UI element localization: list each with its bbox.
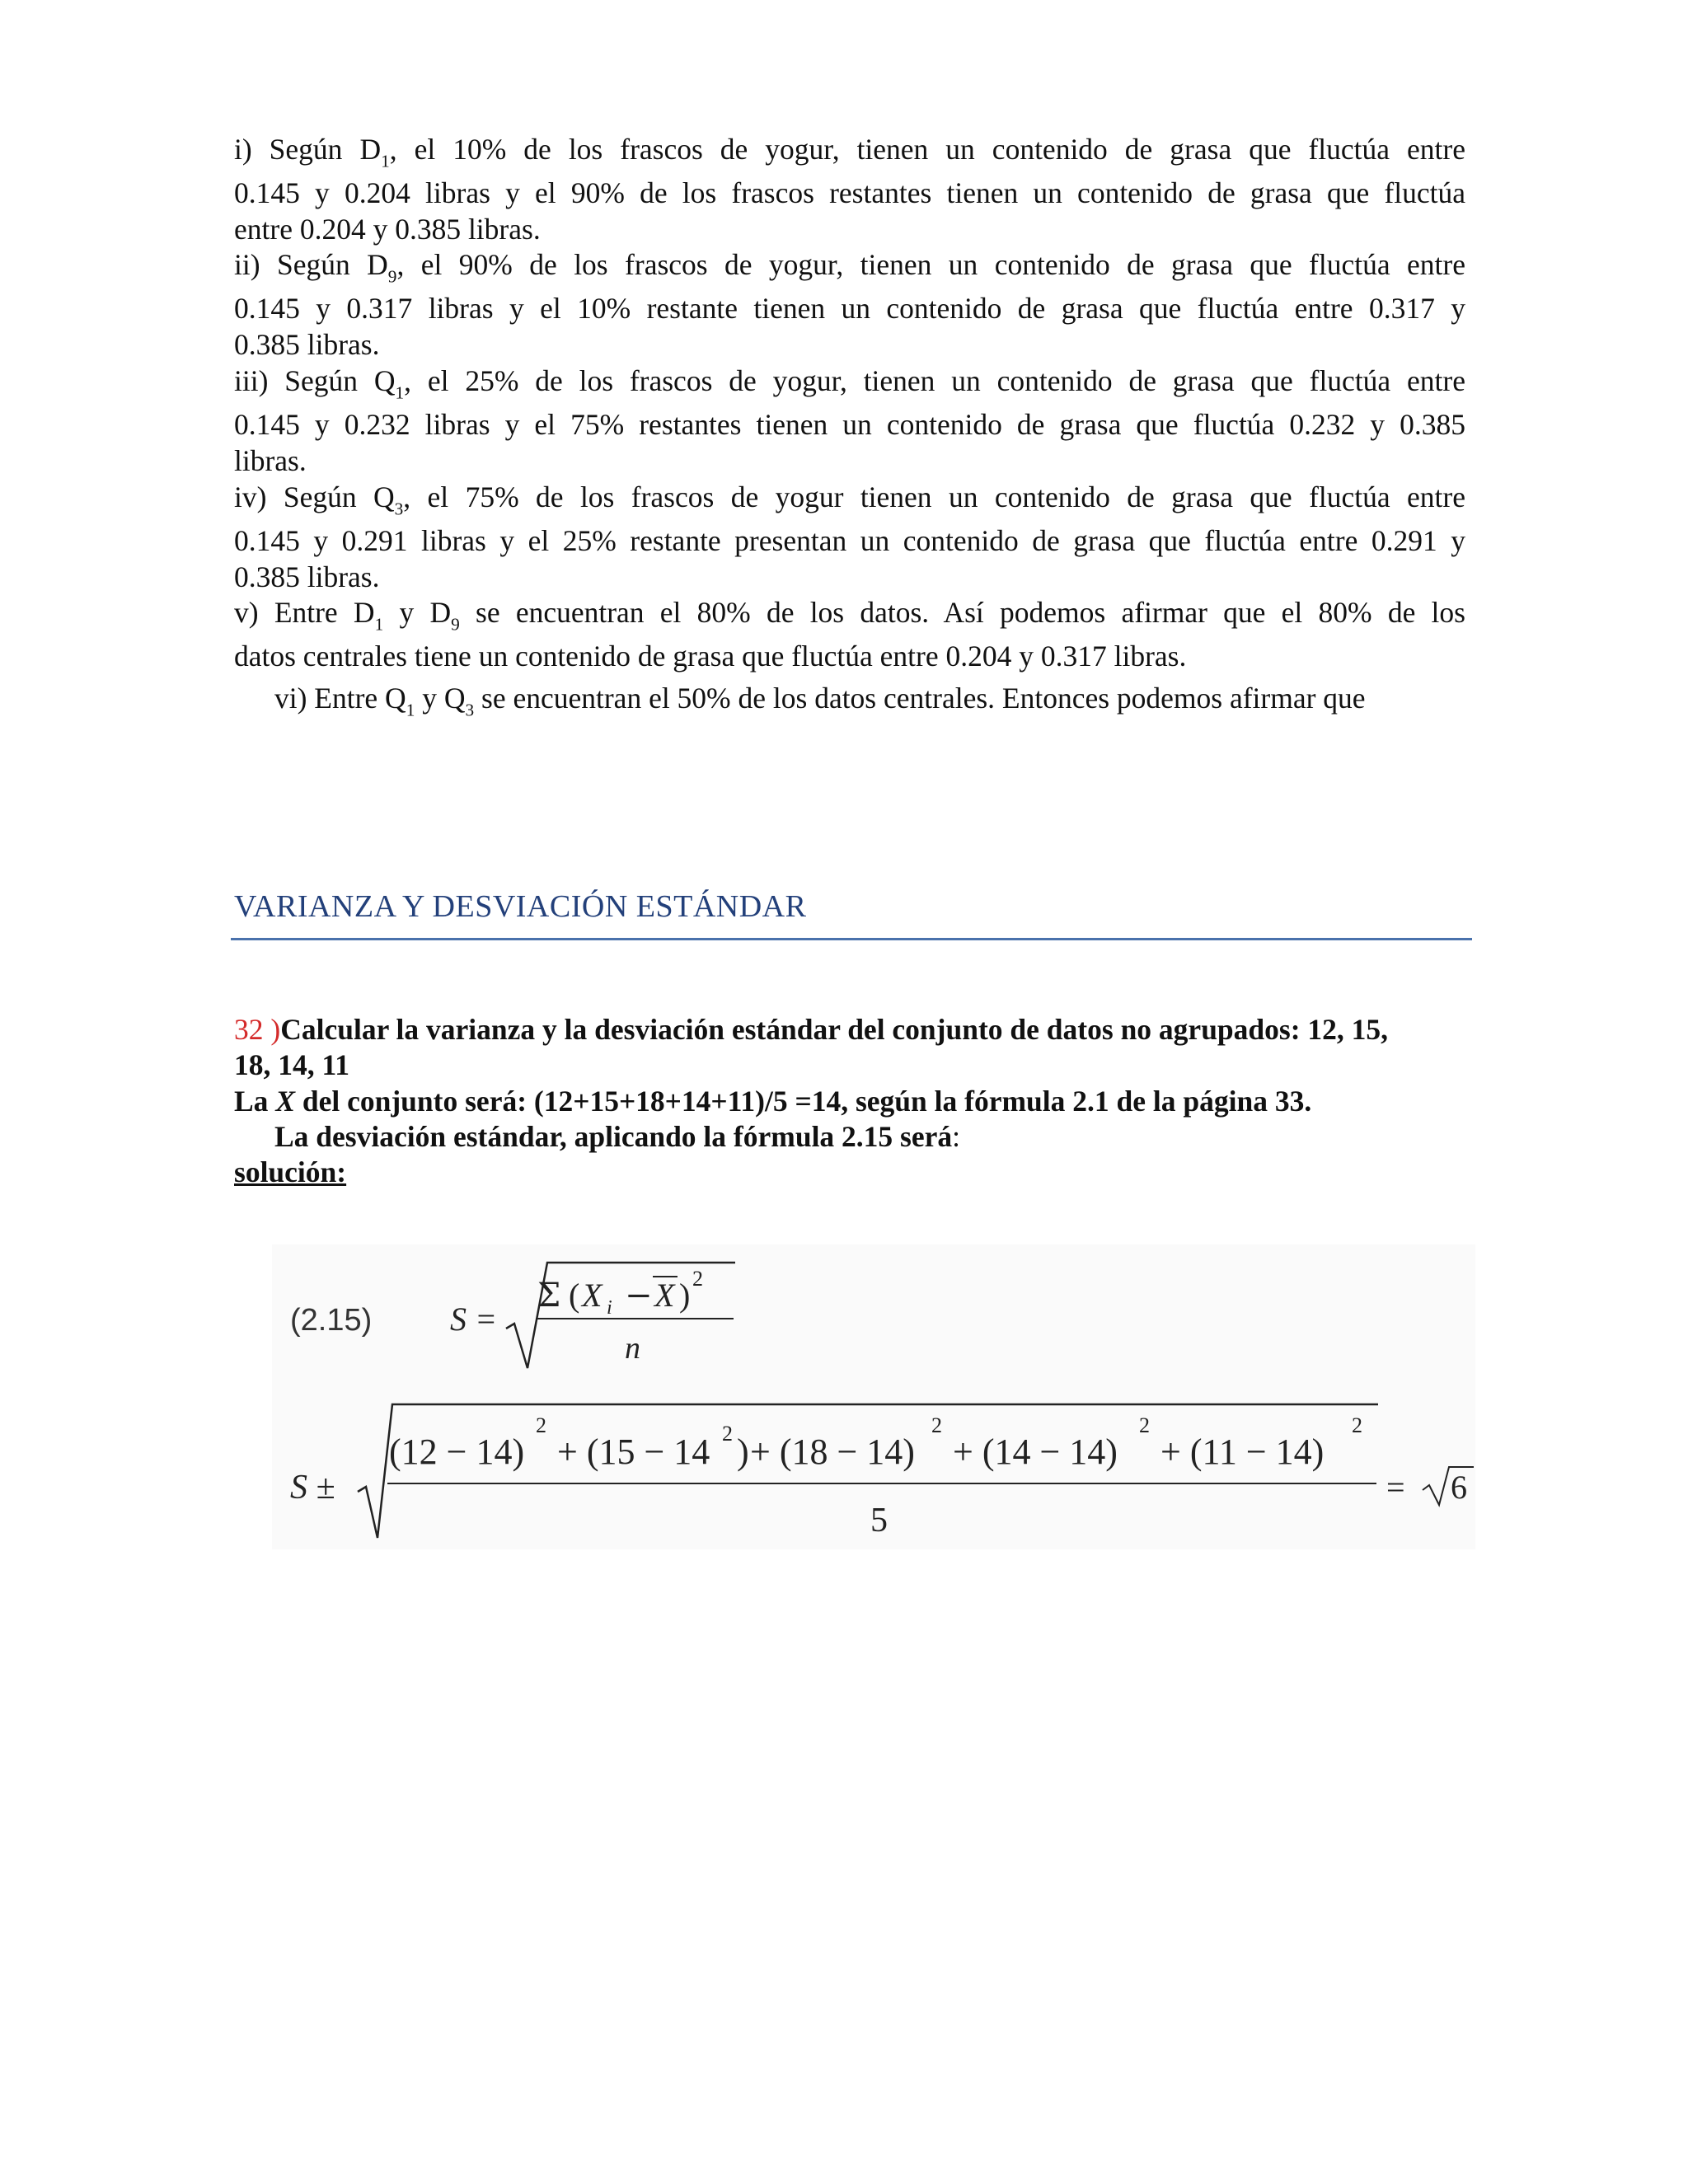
sigma-symbol: Σ: [537, 1277, 561, 1315]
text-line: 0.385 libras.: [234, 560, 380, 593]
xbar-symbol: X: [654, 1277, 675, 1314]
minus-sign: −: [625, 1277, 653, 1315]
term-1: (12 − 14): [389, 1432, 525, 1472]
text-run: solución:: [234, 1155, 347, 1189]
text-line: 0.145 y 0.291 libras y el 25% restante presentan un contenido de grasa que fluctúa entre 0.291 y: [234, 524, 1465, 558]
text-run: del conjunto será: (12+15+18+14+11)/5 =14, según la fórmula 2.1 de la página 33.: [295, 1084, 1312, 1118]
term-5: + (11 − 14): [1160, 1432, 1325, 1472]
section-heading: VARIANZA Y DESVIACIÓN ESTÁNDAR: [234, 889, 807, 924]
text-run: se encuentran el 80% de los datos. Así podemos afirmar que el 80% de los: [459, 596, 1465, 629]
text-run: , el 10% de los frascos de yogur, tienen un contenido de grasa que fluctúa entre: [389, 133, 1465, 166]
text-run: La: [234, 1084, 276, 1118]
text-run: se encuentran el 50% de los datos centrales. Entonces podemos afirmar que: [474, 682, 1366, 715]
text-line: 0.145 y 0.317 libras y el 10% restante tienen un contenido de grasa que fluctúa entre 0.317 y: [234, 292, 1465, 326]
text-run: ii) Según D: [234, 248, 388, 281]
term-3: + (18 − 14): [750, 1432, 915, 1472]
text-run: iii) Según Q: [234, 364, 396, 397]
mean-symbol: X: [275, 1084, 295, 1118]
text-run: , el 25% de los frascos de yogur, tienen un contenido de grasa que fluctúa entre: [404, 364, 1465, 397]
text-line: entre 0.204 y 0.385 libras.: [234, 212, 541, 246]
sqrt-6-value: 6: [1451, 1469, 1467, 1506]
subscript: 9: [451, 614, 460, 635]
text-run: i) Según D: [234, 133, 382, 166]
term-2-close: ): [737, 1432, 749, 1472]
xi-symbol: X: [582, 1277, 603, 1314]
formula2-lhs: S ±: [290, 1469, 335, 1507]
text-run: iv) Según Q: [234, 480, 395, 513]
exercise-number: 32 ): [234, 1013, 281, 1046]
formula-lhs: S =: [450, 1301, 497, 1338]
text-run: y Q: [415, 682, 466, 715]
text-run: La desviación estándar, aplicando la fórmula 2.15 será: [274, 1119, 953, 1153]
subscript-i: i: [607, 1297, 612, 1319]
text-line: 0.145 y 0.204 libras y el 90% de los frascos restantes tienen un contenido de grasa que fluctúa: [234, 176, 1465, 210]
denominator-n: n: [625, 1331, 640, 1366]
text-run: v) Entre D: [234, 596, 375, 629]
text-run: , el 90% de los frascos de yogur, tienen un contenido de grasa que fluctúa entre: [396, 248, 1465, 281]
term-2-exp: 2: [722, 1422, 733, 1446]
subscript: 3: [394, 499, 404, 519]
text-run: :: [952, 1119, 961, 1153]
term-4-exp: 2: [1139, 1413, 1150, 1437]
text-line: 0.145 y 0.232 libras y el 75% restantes tienen un contenido de grasa que fluctúa 0.232 y 0.385: [234, 408, 1465, 442]
text-run: vi) Entre Q: [274, 682, 406, 715]
text-line: 0.385 libras.: [234, 327, 380, 361]
term-3-exp: 2: [931, 1413, 942, 1437]
term-2: + (15 − 14: [557, 1432, 710, 1472]
term-4: + (14 − 14): [953, 1432, 1118, 1472]
denominator-5: 5: [870, 1502, 888, 1540]
statement-text: Calcular la varianza y la desviación estándar del conjunto de datos no agrupados: 12, 15,: [280, 1013, 1389, 1046]
text-run: y D: [383, 596, 452, 629]
term-5-exp: 2: [1352, 1413, 1362, 1437]
formula-ref: (2.15): [290, 1303, 373, 1338]
subscript: 9: [387, 266, 397, 287]
paren-close: ): [679, 1277, 691, 1314]
term-1-exp: 2: [536, 1413, 546, 1437]
equals-sign: =: [1386, 1469, 1405, 1506]
text-line: libras.: [234, 443, 307, 477]
subscript: 1: [406, 700, 415, 720]
exponent-2: 2: [692, 1267, 703, 1291]
subscript: 1: [381, 151, 390, 171]
statement-continuation: 18, 14, 11: [234, 1048, 350, 1082]
paren-open: (: [569, 1277, 580, 1314]
subscript: 1: [395, 382, 405, 403]
subscript: 1: [374, 614, 384, 635]
text-line: datos centrales tiene un contenido de grasa que fluctúa entre 0.204 y 0.317 libras.: [234, 640, 1187, 673]
subscript: 3: [465, 700, 475, 720]
text-run: , el 75% de los frascos de yogur tienen un contenido de grasa que fluctúa entre: [403, 480, 1465, 513]
